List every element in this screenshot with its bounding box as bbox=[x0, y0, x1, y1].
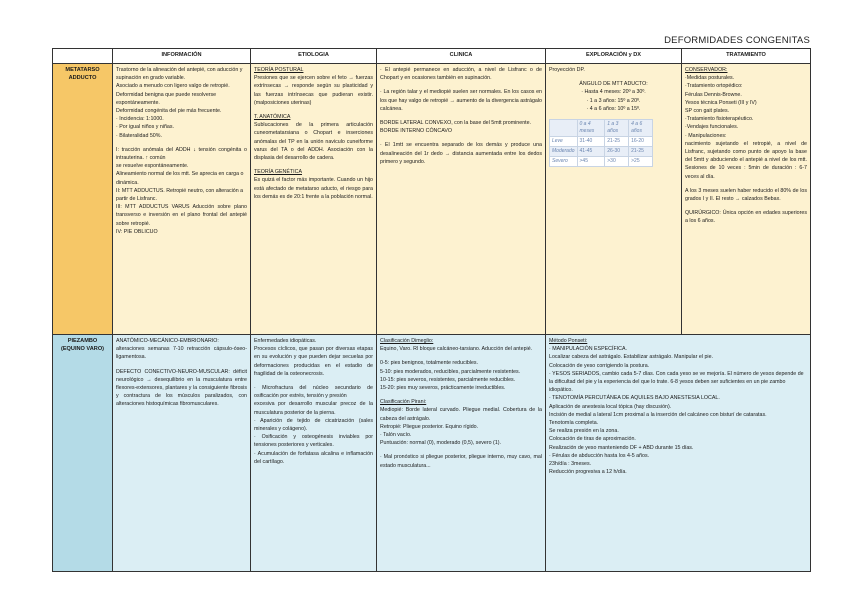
text: Proyección DP. bbox=[549, 67, 585, 73]
cell-info-metatarso bbox=[113, 64, 251, 335]
text: Tenotomía completa. bbox=[549, 420, 599, 427]
text: III: MTT ADDUCTUS VARUS Aducción sobre plano transverso e inversión en el plano frontal del antepié sobre retropié. bbox=[116, 204, 247, 227]
text: 5-10: pies moderados, reducibles, parcialmente resistentes. bbox=[380, 368, 521, 375]
text: Sublucaciones de la primera articulación cuneometatarsiana o Chopart e inserciones anómalas del TP en la unión naviculo cuneiforme varus del TA o del ADDH. Asociación con la displasia del desarrollo de cadera. bbox=[254, 122, 373, 162]
text: ANATÓMICO-MECÁNICO-EMBRIONARIO: alteraciones semanas 7-10 retracción cápsulo-óseo-ligamentosa. bbox=[116, 338, 247, 361]
text: · YESOS SERIADOS, cambio cada 5-7 días. Con cada yeso se ve mejoría. El número de yesos depende de la dificultad del pie y la experiencia del que lo trate. 6-8 yesos deben ser suficientes en un pie zambo idiopático. bbox=[549, 370, 804, 394]
deformities-table bbox=[52, 48, 811, 572]
text: Presiones que se ejercen sobre el feto → fuerzas extrínsecas → responde según su plasticidad y las fuerzas intrínsecas que pudieran existir. (malposiciones uterinas) bbox=[254, 75, 373, 106]
header-row bbox=[53, 49, 811, 64]
text: DEFECTO CONECTIVO-NEURO-MUSCULAR: déficit neurológico → desequilibrio en la musculatura entre flexores-extensores, plantares y la consiguiente fibrosis y contractura de los músculos paralizados, con alteraciones histoquímicas fibromusculares. bbox=[116, 368, 247, 408]
text: · Bilateralidad 50%. bbox=[116, 132, 162, 139]
text: 15-20: pies muy severos, prácticamente irreductibles. bbox=[380, 385, 506, 392]
text: Reducción progresiva a 12 h/día. bbox=[549, 469, 627, 476]
text: 0-5: pies benignos, totalmente reducibles. bbox=[380, 360, 479, 367]
text: · Microfractura del núcleo secundario de osificación por estrés, tensión y presión bbox=[254, 385, 373, 400]
text: · Talón vacío. bbox=[380, 432, 412, 439]
table-header: 4 a 6 años bbox=[629, 120, 653, 137]
text: 10-15: pies severos, resistentes, parcialmente reducibles. bbox=[380, 376, 516, 383]
cell-clinica-piezambo bbox=[377, 335, 546, 572]
text: Enfermedades idiopáticas. bbox=[254, 338, 317, 344]
header-clinica: CLINICA bbox=[377, 49, 546, 64]
text: · El 1mtt se encuentra separado de los demás y produce una desalineación del 1r dedo → distancia aumentada entre los dedos primero y segundo. bbox=[380, 142, 542, 165]
text: SP con gait plates. bbox=[685, 108, 730, 115]
header-informacion: INFORMACIÓN bbox=[113, 49, 251, 64]
table-cell: >25 bbox=[629, 157, 653, 167]
subheading: Clasificación Dimeglio: bbox=[380, 338, 434, 344]
subheading: Clasificación Pirani: bbox=[380, 399, 427, 406]
subheading: TEORÍA GENÉTICA bbox=[254, 169, 302, 176]
table-header bbox=[550, 120, 578, 137]
text: ·Tratamiento ortopédico: bbox=[685, 83, 743, 90]
table-cell: 26-30 bbox=[605, 147, 629, 157]
subheading: Método Ponseti: bbox=[549, 338, 588, 344]
table-header: 0 a 4 meses bbox=[577, 120, 605, 137]
text: Retropié: Pliegue posterior. Equino rígido. bbox=[380, 423, 479, 430]
text: nacimiento sujetando el retropié, a nivel de Lisfranc, sujetando como punto de apoyo la base del 5mtt y abduciendo el antepié a nivel de los mtt. Sesiones de 10 veces : 5min de duración : 6-7 veces al día. bbox=[685, 140, 807, 180]
text: · Incidencia: 1:1000. bbox=[116, 116, 164, 123]
text: Es quizá el factor más importante. Cuando un hijo está afectado de metatarso aducto, el riesgo para los demás es de 20:1 frente a la población normal. bbox=[254, 177, 373, 200]
text: 23h/día : 3meses. bbox=[549, 461, 592, 468]
text: · Manipulaciones: bbox=[685, 132, 727, 139]
text: ·Vendajes funcionales. bbox=[685, 124, 739, 131]
text: Realización de yeso manteniendo DF + ABD durante 15 días. bbox=[549, 444, 694, 451]
text: BORDE LATERAL CONVEXO, con la base del 5mtt prominente. bbox=[380, 120, 532, 127]
text: Yesos técnica Ponseti (III y IV) bbox=[685, 99, 757, 106]
text: Férulas Dennis-Browne. bbox=[685, 91, 742, 98]
row-label-metatarso: METATARSO ADDUCTO bbox=[53, 64, 113, 335]
text: · Aparición de tejido de cicatrización (sales minerales y colágeno). bbox=[254, 417, 373, 433]
text: · Acumulación de forfatasa alcalina e inflamación del cartílago. bbox=[254, 450, 373, 465]
text: excesiva por desarrollo muscular precoz de la musculatura posterior de la pierna. bbox=[254, 401, 373, 416]
text: Deformidad benigna que puede resolverse espontáneamente. bbox=[116, 91, 217, 106]
text: IV: PIE OBLICUO bbox=[116, 228, 158, 235]
text: · El antepié permanece en aducción, a nivel de Lisfranc o de Chopart y en ocasiones también en supinación. bbox=[380, 67, 542, 82]
text: II: MTT ADDUCTUS. Retropié neutro, con alteración a partir de Lisfranc. bbox=[116, 187, 244, 203]
angle-grade-table bbox=[549, 119, 653, 167]
text: Puntuación: normal (0), moderado (0,5), severo (1). bbox=[380, 440, 502, 447]
text: ·Medidas posturales. bbox=[685, 75, 735, 82]
cell-clinica-metatarso bbox=[377, 64, 546, 335]
document-title: DEFORMIDADES CONGENITAS bbox=[664, 35, 810, 46]
subheading: ÁNGULO DE MTT ADUCTO: bbox=[579, 81, 648, 88]
text: · Por igual niños y niñas. bbox=[116, 124, 175, 131]
text: · Hasta 4 meses: 20º a 30º. bbox=[581, 89, 646, 96]
text: Aplicación de anestesia local tópica (hay discusión). bbox=[549, 403, 672, 410]
text: Se realiza presión en la zona. bbox=[549, 428, 619, 435]
text: Asociado a menudo con ligero valgo de retropié. bbox=[116, 83, 230, 90]
row-piezambo bbox=[53, 335, 811, 572]
text: · 1 a 3 años: 15º a 20º. bbox=[586, 97, 641, 104]
header-exploracion: EXPLORACIÓN y DX bbox=[546, 49, 682, 64]
table-cell: >30 bbox=[605, 157, 629, 167]
text: se resuelve espontáneamente. bbox=[116, 163, 189, 170]
text: · Férulas de abducción hasta los 4-5 años. bbox=[549, 452, 650, 459]
text: Equino, Varo. Rl bloque calcáneo-tarsiano. Aducción del antepié. bbox=[380, 346, 533, 353]
cell-etiologia-piezambo bbox=[251, 335, 377, 572]
table-cell: >45 bbox=[577, 157, 605, 167]
header-empty bbox=[53, 49, 113, 64]
text: · Mal pronóstico si pliegue posterior, pliegue interno, muy cavo, mal estado musculatura... bbox=[380, 454, 542, 469]
table-cell: 21-25 bbox=[605, 137, 629, 147]
text: I: tracción anómala del ADDH ↓ tensión congénita o intrauterina. ↑ común bbox=[116, 146, 247, 162]
table-cell: 31-40 bbox=[577, 137, 605, 147]
header-tratamiento: TRATAMIENTO bbox=[682, 49, 811, 64]
table-cell: Leve bbox=[550, 137, 578, 147]
table-cell: Moderado bbox=[550, 147, 578, 157]
table-cell: 41-45 bbox=[577, 147, 605, 157]
subheading: T. ANATÓMICA bbox=[254, 114, 291, 121]
text: Trastorno de la alineación del antepié, con aducción y supinación en grado variable. bbox=[116, 67, 243, 82]
text: · MANIPULACIÓN ESPECÍFICA. bbox=[549, 346, 627, 353]
text: Incisión de medial a lateral 1cm proximal a la inserción del calcáneo con bisturí de cataratas. bbox=[549, 411, 767, 418]
cell-tratamiento-metatarso bbox=[682, 64, 811, 335]
text: Colocación de yeso corrigiendo la postura. bbox=[549, 362, 650, 369]
table-cell: Severo bbox=[550, 157, 578, 167]
text: Mediopié: Borde lateral curvado. Pliegue medial. Cobertura de la cabeza del astrágalo. bbox=[380, 407, 542, 422]
table-cell: 21-25 bbox=[629, 147, 653, 157]
subheading: CONSERVADOR: bbox=[685, 67, 728, 73]
text: · Osificación y osteogénesis inviables por tensiones posteriores y verticales. bbox=[254, 434, 373, 449]
text: Colocación de tiras de aproximación. bbox=[549, 436, 636, 443]
row-label-piezambo: PIEZAMBO (EQUINO VARO) bbox=[53, 335, 113, 572]
text: Localizar cabeza del astrágalo. Estabilizar astrágalo. Manipular el pie. bbox=[549, 354, 713, 361]
row-metatarso-adducto bbox=[53, 64, 811, 335]
cell-info-piezambo bbox=[113, 335, 251, 572]
text: BORDE INTERNO CÓNCAVO bbox=[380, 128, 453, 135]
header-etiologia: ETIOLOGIA bbox=[251, 49, 377, 64]
text: · La región talar y el mediopié suelen ser normales. En los casos en los que hay valgo de retropié → aumento de la divergencia astrágalo calcánea. bbox=[380, 89, 542, 112]
text: QUIRÚRGICO: Única opción en edades superiores a los 6 años. bbox=[685, 210, 807, 225]
text: · TENOTOMÍA PERCUTÁNEA DE AQUILES BAJO ANESTESIA LOCAL. bbox=[549, 395, 720, 402]
text: Deformidad congénita del pie más frecuente. bbox=[116, 108, 222, 115]
table-header: 1 a 3 años bbox=[605, 120, 629, 137]
text: · 4 a 6 años: 10º a 15º. bbox=[586, 105, 641, 112]
text: Procesos cíclicos, que pasan por diversas etapas en su evolución y que pueden dejar secuelas por deformaciones producidas en el estadio de fragilidad de la osteonecrosis. bbox=[254, 346, 373, 377]
cell-etiologia-metatarso bbox=[251, 64, 377, 335]
text: Alineamiento normal de los mtt. Se aprecia en carga o dinámica. bbox=[116, 171, 244, 186]
cell-exploracion-metatarso bbox=[546, 64, 682, 335]
cell-tratamiento-piezambo bbox=[546, 335, 811, 572]
text: ·Tratamiento fisioterapéutico. bbox=[685, 116, 754, 123]
table-cell: 16-20 bbox=[629, 137, 653, 147]
subheading: TEORÍA POSTURAL bbox=[254, 67, 304, 73]
text: A los 3 meses suelen haber reducido el 80% de los grados I y II. El resto → calzados Bebax. bbox=[685, 187, 807, 203]
